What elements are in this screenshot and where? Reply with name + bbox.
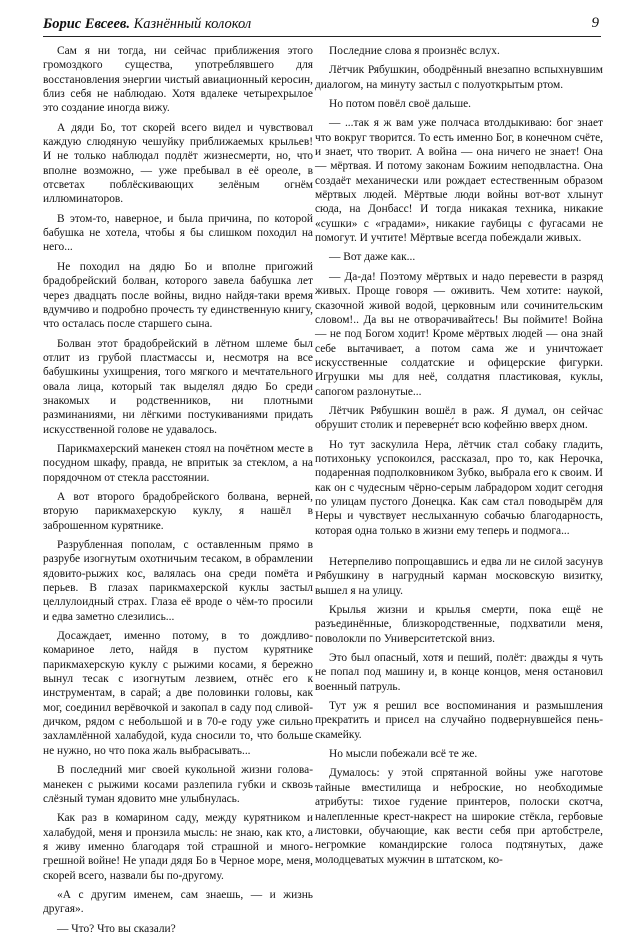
paragraph: Но тут заскулила Нера, лётчик стал собаку гладить, потихоньку успокоился, рассказал, про то, как Нерочка, подаренная подполковником Зубко, выбрала его к своим. И как он с чудесным чёрно-серым лабрадором ходит сегодня по улицам пустого Донецка. Как сам стал поводырём для Неры и чувствует неслыханную собачью благодарность, которая одна только в жизни ему теперь и подмога...	[315, 438, 603, 537]
header-author: Борис Евсеев.	[43, 16, 131, 32]
paragraph: — ...так я ж вам уже полчаса втолдыкиваю: бог знает что вокруг творится. То есть именно Бог, в конечном счёте, и знает, что творит. А война — она ничего не знает! Она — мёртвая. И потому законам Божиим неподвластна. Она создаёт механически или рождает естественным образом мёртвых людей. Мёртвые люди войны вот-вот хлынут сюда, на Донбасс! И тогда никакая техника, никакие «сушки» с «градами», никакие гаубицы с фугасами не помогут. И учтите! Мёртвые всегда побеждали живых.	[315, 117, 603, 245]
paragraph: В этом-то, наверное, и была причина, по которой бабушка не хотела, чтобы я бы слишком походил на него...	[43, 212, 313, 254]
header-title: Казнённый колокол	[133, 16, 252, 32]
paragraph: Нетерпеливо попрощавшись и едва ли не силой засунув Рябушкину в нагрудный карман московскую визитку, вышел я на улицу.	[315, 556, 603, 597]
paragraph: Это был опасный, хотя и пеший, полёт: дважды я чуть не попал под машину и, в конце концов, меня остановил военный патруль.	[315, 652, 603, 693]
paragraph: Парикмахерский манекен стоял на почётном месте в посудном шкафу, правда, не впритык за стеклом, а на порядочном от стекла расстоянии.	[43, 442, 313, 484]
paragraph: Как раз в комарином саду, между курятником и халабудой, меня и пронзила мысль: не знаю, как кто, а я живу именно благодаря той страшной и много-грешной войне! Не упади дядя Бо в Черное море, меня, скорей всего, назвали бы по-другому.	[43, 812, 313, 882]
paragraph: Тут уж я решил все воспоминания и размышления прекратить и присел на случайно подвернувшейся пень-скамейку.	[315, 700, 603, 741]
paragraph: — Вот даже как...	[329, 251, 416, 264]
paragraph: Но мысли побежали всё те же.	[329, 748, 478, 761]
paragraph: Крылья жизни и крылья смерти, пока ещё не разъединённые, близкородственные, подхватили меня, поволокли по Университетской вниз.	[315, 604, 603, 645]
paragraph: Думалось: у этой спрятанной войны уже наготове тайные вместилища и неброские, но необходимые атрибуты: тихое гудение принтеров, полоски скотча, налепленные крест-накрест на широкие стёкла, гербовые листовки, обучающие, как вести себя при артобстреле, негромкие командирские голоса подтянутых, даже молодцеватых мужчин в штатском, ко-	[315, 767, 603, 866]
paragraph: Но потом повёл своё дальше.	[329, 98, 471, 111]
running-header	[43, 14, 601, 37]
paragraph: Болван этот брадобрейский в лётном шлеме был отлит из грубой пластмассы и, несмотря на все бабушкины ухищрения, того мягкого и мечтательного овала лица, который так выделял дядю Бо среди знакомых и родственников, ни плотными разминаниями, ни лёгкими постукиваниями придать искусственной голове не удавалось.	[43, 337, 313, 436]
paragraph: Досаждает, именно потому, в то дождливо-комариное лето, найдя в пустом курятнике парикмахерскую куклу с рыжими косами, я бережно вынул тесак с изогнутым лезвием, отнёс его к инструментам, в сарай; а две половинки головы, как мог, соединил верёвочкой и закопал в саду под сливой-дичком, рядом с небольшой и в 70-е году уже сильно захламлённой халабудой, куда сносили то, что больше не нужно, но что пока жаль выбрасывать...	[43, 630, 313, 757]
paragraph: Лётчик Рябушкин, ободрённый внезапно вспыхнувшим диалогом, на минуту застыл с полуоткрытым ртом.	[315, 64, 603, 91]
running-title	[43, 16, 251, 33]
paragraph: «А с другим именем, сам знаешь, — и жизнь другая».	[43, 888, 313, 916]
right-column	[315, 44, 603, 866]
page-number: 9	[591, 15, 599, 31]
paragraph: Лётчик Рябушкин вошёл в раж. Я думал, он сейчас обрушит столик и переверне́т всю кофейню вверх дном.	[315, 404, 603, 432]
paragraph: — Что? Что вы сказали?	[57, 922, 176, 935]
paragraph: Последние слова я произнёс вслух.	[329, 45, 500, 57]
paragraph: — Да-да! Поэтому мёртвых и надо перевести в разряд живых. Проще говоря — оживить. Чем хотите: наукой, сказочной живой водой, церковным или сочинительским словом!.. Да вы не отворачивайтесь! Вы поймите! Война — не под Богом ходит! Кроме мёртвых людей — она знай себе вытачивает, а потом сама же и уничтожает искусственные солдатские и офицерские фигурки. Игрушки мы для неё, солдатня пластиковая, куклы, сапогом разлонутые...	[315, 270, 603, 398]
paragraph: А дяди Бо, тот скорей всего видел и чувствовал каждую слюдяную чешуйку приближаемых крыльев! И не только наблюдал подлёт жизнесмерти, но, что вполне возможно, — уже пребывал в её ореоле, в отсветах поблёскивающих зелёным огнём иллюминаторов.	[43, 121, 313, 206]
left-column	[43, 44, 313, 935]
paragraph: А вот второго брадобрейского болвана, верней, вторую парикмахерскую куклу, я нашёл в заброшенном курятнике.	[43, 490, 313, 532]
paragraph: Не походил на дядю Бо и вполне пригожий брадобрейский болван, которого завела бабушка лет через двадцать после войны, видно найдя-таки время вдумчиво и подробно прочесть ту единственную книгу, что осталась после старшего сына.	[43, 260, 313, 331]
section-break	[315, 543, 603, 555]
paragraph: В последний миг своей кукольной жизни голова-манекен с рыжими косами разлепила губки и сквозь слёзный туман ядовито мне улыбнулась.	[43, 764, 313, 805]
paragraph: Разрубленная пополам, с оставленным прямо в разрубе изогнутым охотничьим тесаком, в обрамлении ядовито-рыжих кос, валялась она среди помёта и перьев. В глазах парикмахерской куклы застыл целлулоидный страх. Глаза её вроде о чём-то просили и едва заметно слезились...	[43, 539, 313, 623]
paragraph: Сам я ни тогда, ни сейчас приближения этого громоздкого существа, употреблявшего для восстановления энергии чистый авиационный керосин, близ себя не наблюдаю. Хотя вдалеке четырехрылое это создание иногда вижу.	[43, 45, 313, 115]
